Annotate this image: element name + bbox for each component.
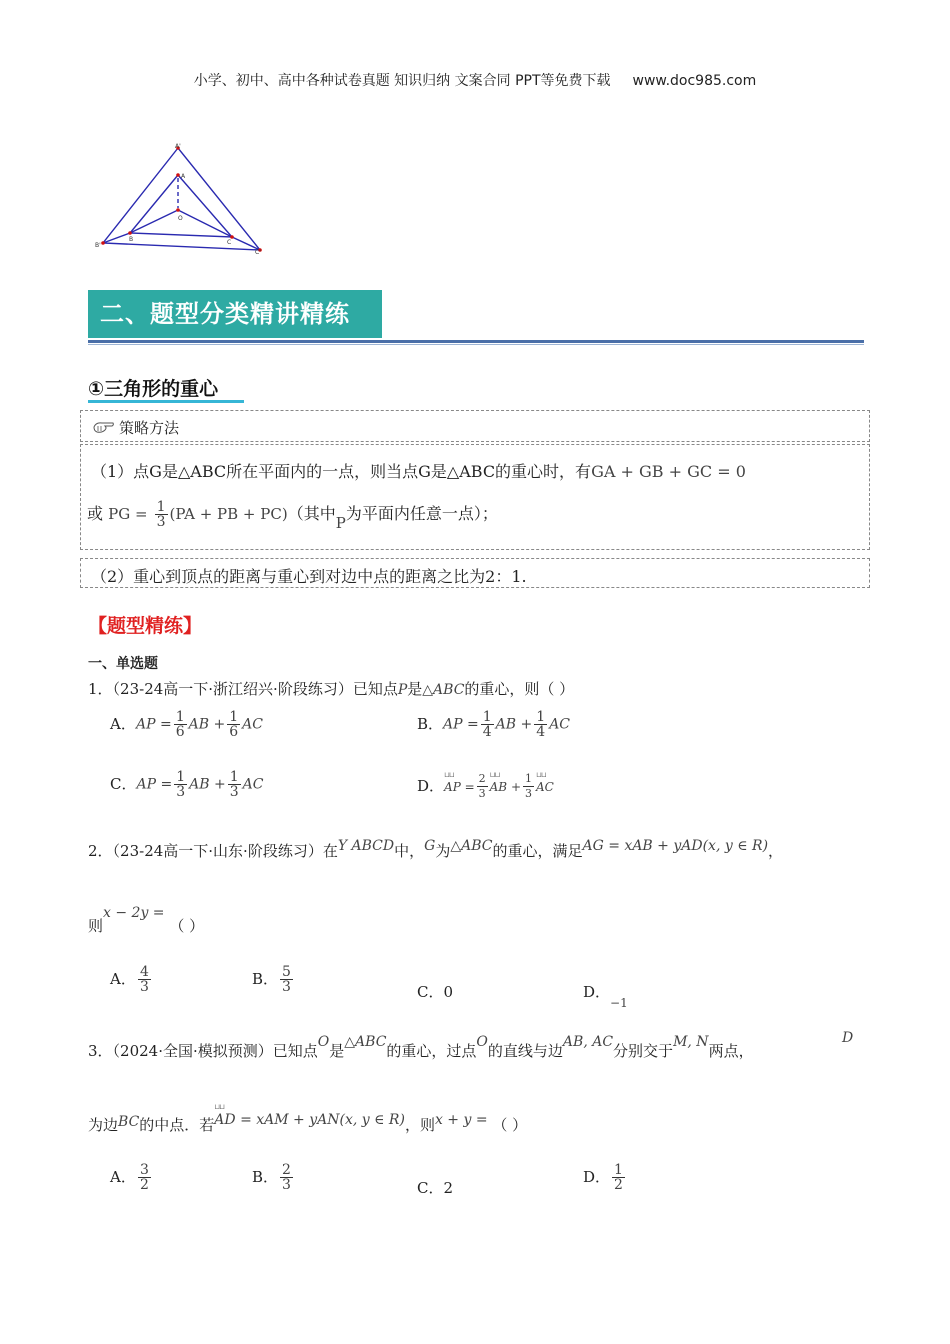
segment-oc [178,210,232,237]
strategy-p-desc: 为平面内任意一点）； [345,504,498,523]
subsection-title: 一、单选题 [88,656,158,672]
strategy-or: 或 [87,504,104,523]
q2-option-b[interactable]: B． $\frac{5}{3}$ [252,964,291,995]
label-a-prime: A' [175,143,181,150]
banner-rule [88,340,864,343]
q2-option-c[interactable]: C．0 [417,983,454,1001]
header-text: 小学、初中、高中各种试卷真题 知识归纳 文案合同 PPT等免费下载 [193,73,611,89]
section-underline [88,400,244,403]
strategy-p: P [335,514,346,532]
point-a [176,173,180,177]
q1-option-a[interactable]: A．AP = $\frac{1}{6}$ AB + $\frac{1}{6}$ AC [110,709,263,740]
banner-rule-thin [88,344,864,345]
section-banner: 二、题型分类精讲精练 [88,290,382,338]
label-b: B [129,236,134,243]
strategy-line-1 [91,459,746,482]
strategy-header [80,410,870,442]
strategy-point-2 [80,558,870,588]
strategy-pg: PG = [108,505,148,523]
q2-option-a[interactable]: A． $\frac{4}{3}$ [110,964,149,995]
q3-option-c[interactable]: C．2 [417,1179,454,1197]
strategy-line-2 [87,499,498,532]
section-title: ①三角形的重心 [88,378,219,400]
question-3-d: D [842,1030,854,1046]
practice-title: 【题型精练】 [88,615,203,637]
strategy-p2-text: （2）重心到顶点的距离与重心到对边中点的距离之比为2：1. [91,567,527,586]
triangle-figure [95,140,270,260]
label-o: O [178,215,183,222]
point-b [128,231,132,235]
q1-option-c[interactable]: C．AP = $\frac{1}{3}$ AB + $\frac{1}{3}$ AC [110,769,264,800]
strategy-fraction: $\frac{1}{3}$ [156,499,166,530]
segment-ob [130,210,178,233]
q3-option-a[interactable]: A． $\frac{3}{2}$ [110,1162,149,1193]
q1-option-d[interactable]: D．⊔⊔ AP = $\frac{2}{3}$ ⊔⊔ AB + $\frac{1}{3}$ ⊔⊔ AC [417,772,554,801]
pointing-hand-icon [93,420,115,434]
question-2-stem: 2．（23-24高一下·山东·阶段练习）在Y ABCD中，G为△ABC的重心，满足AG = xAB + yAD(x, y ∈ R)， [88,838,784,860]
label-c-prime: C' [255,249,261,256]
point-o [176,208,180,212]
strategy-label: 策略方法 [119,419,180,437]
q2-option-d[interactable]: D．$_{-1}$ [583,983,628,1010]
question-3-stem: 3．（2024·全国·模拟预测）已知点O是△ABC的重心，过点O的直线与边AB, AC分别交于M, N两点， [88,1034,754,1060]
point-b-prime [101,241,105,245]
strategy-where: （其中 [287,504,336,523]
question-3-stem-2: 为边BC的中点．若⊔⊔ AD = xAM + yAN(x, y ∈ R)，则x + y = （ ） [88,1114,527,1135]
inner-triangle [130,175,232,237]
q3-option-b[interactable]: B． $\frac{2}{3}$ [252,1162,291,1193]
strategy-sum: (PA + PB + PC) [169,505,288,523]
q3-option-d[interactable]: D． $\frac{1}{2}$ [583,1162,623,1193]
strategy-point-1 [80,444,870,550]
page-header [0,70,950,90]
question-2-stem-2: 则x − 2y = （ ） [88,905,205,935]
question-1-stem: 1．（23-24高一下·浙江绍兴·阶段练习）已知点P是△ABC的重心，则（ ） [88,680,575,698]
label-a: A [181,173,186,180]
label-c: C [227,239,232,246]
header-url[interactable]: www.doc985.com [632,73,757,89]
label-b-prime: B' [95,242,101,249]
q1-option-b[interactable]: B．AP = $\frac{1}{4}$ AB + $\frac{1}{4}$ AC [417,709,571,740]
strategy-p1-formula: GA + GB + GC = 0 [591,462,746,481]
strategy-p1-text: （1）点G是△ABC所在平面内的一点，则当点G是△ABC的重心时，有 [91,462,592,481]
